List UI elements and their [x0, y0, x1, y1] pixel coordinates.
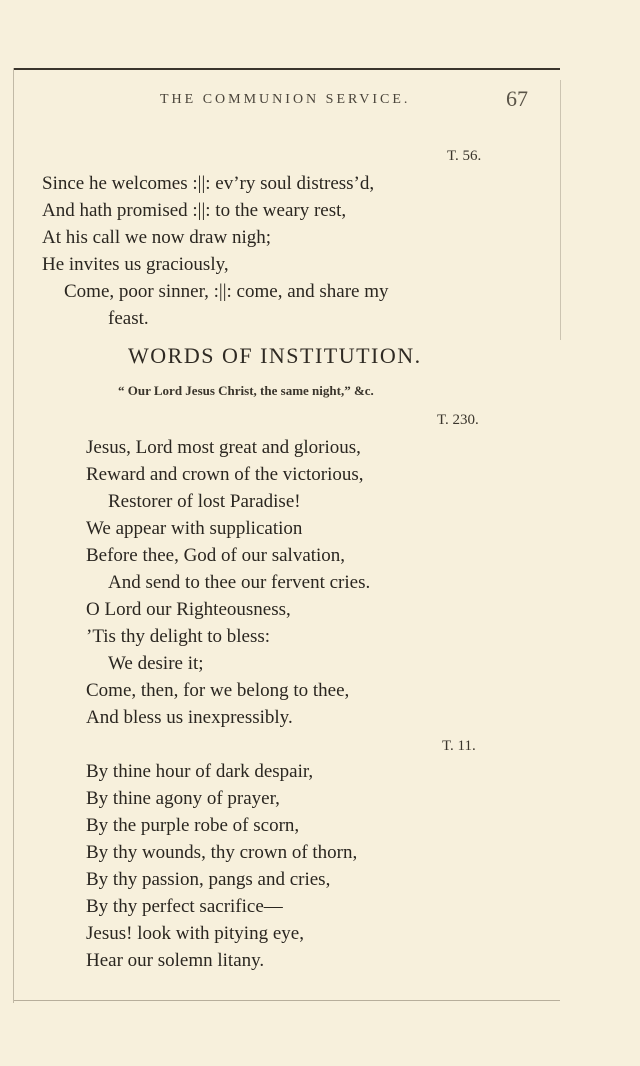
verse-line: Hear our solemn litany.	[86, 950, 265, 971]
tune-label: T. 56.	[447, 148, 482, 164]
verse-line: ’Tis thy delight to bless:	[86, 626, 271, 647]
right-margin-line	[560, 80, 561, 340]
verse-line: And bless us inexpressibly.	[86, 707, 293, 728]
tune-label: T. 230.	[437, 412, 479, 428]
verse-line: feast.	[108, 308, 149, 329]
left-margin-line	[13, 68, 14, 1003]
verse-line: By thine hour of dark despair,	[86, 761, 314, 782]
verse-line: Restorer of lost Paradise!	[108, 491, 301, 512]
verse-line: He invites us graciously,	[42, 254, 229, 275]
verse-line: By thine agony of prayer,	[86, 788, 280, 809]
verse-line: O Lord our Righteousness,	[86, 599, 291, 620]
verse-line: Before thee, God of our salvation,	[86, 545, 346, 566]
verse-line: We desire it;	[108, 653, 204, 674]
verse-line: Jesus, Lord most great and glorious,	[86, 437, 361, 458]
verse-line: At his call we now draw nigh;	[42, 227, 272, 248]
running-title: THE COMMUNION SERVICE.	[160, 92, 411, 107]
tune-label: T. 11.	[442, 738, 476, 754]
verse-line: And send to thee our fervent cries.	[108, 572, 371, 593]
page-number: 67	[506, 86, 528, 111]
verse-line: Come, poor sinner, :||: come, and share my	[64, 281, 389, 302]
verse-line: Reward and crown of the victorious,	[86, 464, 364, 485]
verse-line: By thy passion, pangs and cries,	[86, 869, 331, 890]
bottom-rule	[14, 1000, 560, 1001]
verse-line: By thy perfect sacrifice—	[86, 896, 283, 917]
verse-line: Come, then, for we belong to thee,	[86, 680, 350, 701]
verse-line: And hath promised :||: to the weary rest,	[42, 200, 347, 221]
verse-line: By thy wounds, thy crown of thorn,	[86, 842, 358, 863]
verse-line: We appear with supplication	[86, 518, 303, 539]
verse-line: By the purple robe of scorn,	[86, 815, 300, 836]
verse-line: Jesus! look with pitying eye,	[86, 923, 304, 944]
top-rule	[14, 68, 560, 70]
section-subtitle: “ Our Lord Jesus Christ, the same night,” &c.	[118, 383, 374, 398]
verse-line: Since he welcomes :||: ev’ry soul distress’d,	[42, 173, 375, 194]
section-heading: WORDS OF INSTITUTION.	[128, 343, 422, 368]
